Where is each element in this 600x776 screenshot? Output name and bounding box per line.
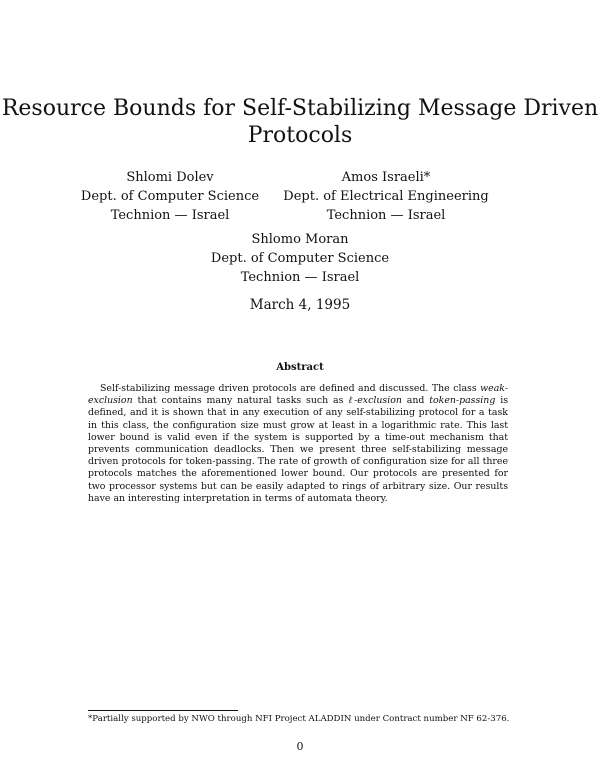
paper-date: March 4, 1995 [249, 297, 351, 313]
title-line-2: Protocols [247, 123, 353, 148]
author-department: Dept. of Electrical Engineering [283, 189, 489, 204]
abstract-text: that contains many natural tasks such as [132, 395, 349, 407]
author-department: Dept. of Computer Science [80, 189, 260, 204]
abstract-text: Self-stabilizing message driven protocols are defined and discussed. The class [100, 383, 481, 394]
author-name: Shlomo Moran [251, 232, 349, 247]
author-affiliation: Technion — Israel [326, 208, 446, 223]
paper-title [0, 95, 600, 149]
author-department: Dept. of Computer Science [210, 251, 390, 266]
author-block-3 [190, 230, 410, 287]
abstract-text: is defined, and it is shown that in any execution of any self-stabilizing protocol for a task in this class, the configuration size must grow at least in a logarithmic rate. This last lower bound is valid even if the system is supported by a time-out mechanism that prevents communication deadlocks. Then we present three self-stabilizing message driven protocols for token-passing. The rate of growth of configuration size for all three protocols matches the aforementioned lower bound. Our protocols are presented for two processor systems but can be easily adapted to rings of arbitrary size. Our results have an interesting interpretation in terms of automata theory. [88, 395, 509, 504]
abstract-text: and [401, 395, 430, 407]
footnote: *Partially supported by NWO through NFI Project ALADDIN under Contract number NF 62-376. [88, 714, 510, 724]
footnote-divider [88, 710, 238, 711]
author-block-1 [70, 168, 270, 225]
abstract-emphasis: token-passing [429, 395, 496, 407]
abstract-heading: Abstract [276, 362, 324, 373]
author-affiliation: Technion — Israel [240, 270, 360, 285]
abstract-emphasis: ℓ-exclusion [348, 395, 402, 407]
author-name: Amos Israeli* [341, 170, 431, 185]
title-line-1: Resource Bounds for Self-Stabilizing Message Driven [1, 96, 599, 121]
page-number: 0 [296, 740, 304, 753]
abstract-body [88, 383, 508, 505]
author-affiliation: Technion — Israel [110, 208, 230, 223]
abstract-emphasis: weak-exclusion [88, 383, 508, 407]
author-name: Shlomi Dolev [126, 170, 214, 185]
author-block-2 [276, 168, 496, 225]
